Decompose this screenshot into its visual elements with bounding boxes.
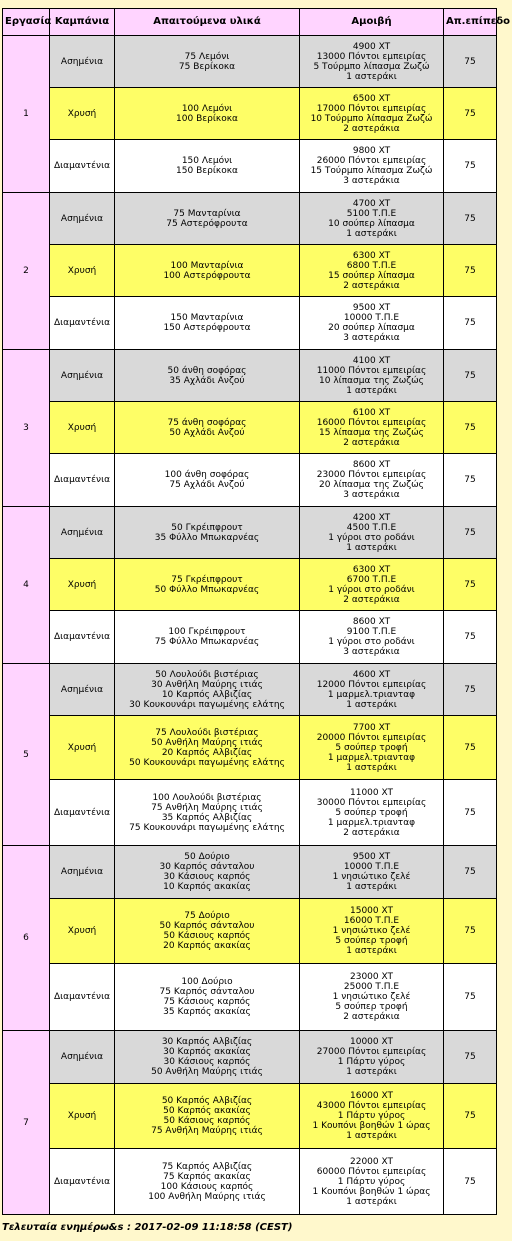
reward-line: 2 αστεράκια bbox=[343, 594, 400, 605]
material-line: 50 Ανθήλη Μαύρης ιτιάς bbox=[151, 737, 263, 748]
header-row bbox=[3, 9, 497, 36]
reward-cell bbox=[300, 140, 444, 193]
reward-line: 10 σούπερ λίπασμα bbox=[328, 218, 415, 229]
reward-cell bbox=[300, 846, 444, 899]
materials-cell bbox=[115, 611, 300, 664]
reward-line: 1 αστεράκι bbox=[346, 1196, 397, 1207]
last-updated-text: Τελευταία ενημέρω&s : 2017-02-09 11:18:58 (CEST) bbox=[2, 1222, 293, 1233]
campaign-cell: Διαμαντένια bbox=[50, 611, 115, 664]
reward-line: 16000 Πόντοι εμπειρίας bbox=[316, 417, 427, 428]
reward-line: 60000 Πόντοι εμπειρίας bbox=[316, 1166, 427, 1177]
reward-line: 3 αστεράκια bbox=[343, 647, 400, 657]
level-cell: 75 bbox=[444, 664, 497, 716]
reward-line: 4200 XT bbox=[352, 512, 391, 523]
campaign-cell: Χρυσή bbox=[50, 245, 115, 297]
reward-cell bbox=[300, 402, 444, 454]
reward-cell bbox=[300, 899, 444, 964]
campaign-cell: Ασημένια bbox=[50, 193, 115, 245]
reward-cell bbox=[300, 88, 444, 140]
material-line: 30 Ανθήλη Μαύρης ιτιάς bbox=[151, 679, 263, 690]
level-cell: 75 bbox=[444, 846, 497, 899]
level-cell: 75 bbox=[444, 899, 497, 964]
level-cell: 75 bbox=[444, 1031, 497, 1084]
reward-line: 23000 XT bbox=[350, 972, 393, 982]
reward-line: 5 Τούρμπο λίπασμα Ζωζώ bbox=[313, 61, 430, 72]
reward-line: 20 λίπασμα της Ζωζώς bbox=[319, 480, 424, 490]
reward-line: 20000 Πόντοι εμπειρίας bbox=[316, 732, 427, 743]
reward-line: 5 σούπερ τροφή bbox=[335, 742, 408, 753]
material-line: 50 Λουλούδι βιστέριας bbox=[155, 669, 259, 680]
material-line: 75 Φύλλο Μπωκαρνέας bbox=[154, 637, 260, 647]
table-row bbox=[3, 140, 497, 193]
table-row bbox=[3, 36, 497, 88]
material-line: 75 Αχλάδι Ανζού bbox=[169, 480, 245, 490]
reward-line: 10000 XT bbox=[350, 1037, 393, 1047]
campaign-cell: Διαμαντένια bbox=[50, 454, 115, 507]
reward-line: 8600 XT bbox=[352, 617, 391, 627]
reward-cell bbox=[300, 664, 444, 716]
material-line: 100 Λεμόνι bbox=[181, 103, 233, 114]
reward-line: 4100 XT bbox=[352, 355, 391, 366]
level-cell: 75 bbox=[444, 454, 497, 507]
material-line: 50 Αχλάδι Ανζού bbox=[169, 427, 245, 438]
reward-cell bbox=[300, 350, 444, 402]
materials-cell bbox=[115, 1031, 300, 1084]
reward-line: 6800 Τ.Π.Ε bbox=[346, 260, 397, 271]
quest-table-body bbox=[3, 36, 497, 1215]
campaign-cell: Διαμαντένια bbox=[50, 140, 115, 193]
materials-cell bbox=[115, 193, 300, 245]
reward-line: 25000 Τ.Π.Ε bbox=[343, 982, 400, 992]
materials-cell bbox=[115, 559, 300, 611]
material-line: 100 Δούριο bbox=[181, 977, 233, 987]
reward-line: 4500 Τ.Π.Ε bbox=[346, 522, 397, 533]
reward-line: 10 Τούρμπο λίπασμα Ζωζώ bbox=[310, 113, 433, 124]
header-level: Απ.επίπεδο bbox=[444, 9, 497, 36]
material-line: 75 Μανταρίνια bbox=[173, 208, 241, 219]
level-cell: 75 bbox=[444, 780, 497, 846]
reward-cell bbox=[300, 716, 444, 780]
level-cell: 75 bbox=[444, 193, 497, 245]
material-line: 75 Καρπός σάνταλου bbox=[159, 987, 255, 997]
reward-line: 7700 XT bbox=[352, 722, 391, 733]
reward-line: 1 μαρμελ.τριανταφ bbox=[327, 817, 416, 828]
reward-cell bbox=[300, 611, 444, 664]
table-row bbox=[3, 964, 497, 1031]
table-row bbox=[3, 716, 497, 780]
material-line: 150 Λεμόνι bbox=[181, 156, 233, 166]
reward-line: 1 γύροι στο ροδάνι bbox=[328, 532, 415, 543]
material-line: 50 Ανθήλη Μαύρης ιτιάς bbox=[151, 1067, 263, 1077]
level-cell: 75 bbox=[444, 1084, 497, 1149]
reward-line: 15 Τούρμπο λίπασμα Ζωζώ bbox=[310, 166, 433, 176]
materials-cell bbox=[115, 350, 300, 402]
reward-line: 16000 XT bbox=[350, 1091, 393, 1101]
material-line: 30 Καρπός ακακίας bbox=[163, 1047, 251, 1057]
reward-line: 2 αστεράκια bbox=[343, 437, 400, 448]
reward-line: 1 αστεράκι bbox=[346, 882, 397, 892]
reward-line: 1 γύροι στο ροδάνι bbox=[328, 584, 415, 595]
task-number: 6 bbox=[3, 846, 50, 1031]
level-cell: 75 bbox=[444, 297, 497, 350]
reward-cell bbox=[300, 193, 444, 245]
material-line: 75 Δούριο bbox=[184, 911, 230, 921]
materials-cell bbox=[115, 245, 300, 297]
reward-line: 22000 XT bbox=[350, 1156, 393, 1167]
header-campaign: Καμπάνια bbox=[50, 9, 115, 36]
table-row bbox=[3, 350, 497, 402]
materials-cell bbox=[115, 846, 300, 899]
reward-line: 6700 Τ.Π.Ε bbox=[346, 574, 397, 585]
material-line: 50 Καρπός Αλβιζίας bbox=[161, 1096, 253, 1106]
table-row bbox=[3, 1149, 497, 1215]
table-row bbox=[3, 402, 497, 454]
reward-cell bbox=[300, 780, 444, 846]
campaign-cell: Χρυσή bbox=[50, 899, 115, 964]
material-line: 30 Καρπός Αλβιζίας bbox=[161, 1037, 253, 1047]
header-materials: Απαιτούμενα υλικά bbox=[115, 9, 300, 36]
campaign-cell: Χρυσή bbox=[50, 716, 115, 780]
reward-line: 1 Κουπόνι βοηθών 1 ώρας bbox=[312, 1121, 431, 1131]
material-line: 75 Ανθήλη Μαύρης ιτιάς bbox=[151, 802, 263, 813]
table-row bbox=[3, 245, 497, 297]
reward-line: 5 σούπερ τροφή bbox=[335, 807, 408, 818]
material-line: 100 Κάσιους καρπός bbox=[160, 1181, 254, 1192]
level-cell: 75 bbox=[444, 36, 497, 88]
material-line: 150 Αστερόφρουτα bbox=[163, 323, 251, 333]
reward-line: 1 νησιώτικο ζελέ bbox=[332, 926, 411, 936]
campaign-cell: Χρυσή bbox=[50, 88, 115, 140]
material-line: 35 Καρπός ακακίας bbox=[163, 1007, 251, 1017]
campaign-cell: Ασημένια bbox=[50, 350, 115, 402]
material-line: 75 Βερίκοκα bbox=[178, 61, 236, 72]
level-cell: 75 bbox=[444, 140, 497, 193]
material-line: 150 Βερίκοκα bbox=[176, 166, 238, 176]
campaign-cell: Ασημένια bbox=[50, 36, 115, 88]
campaign-cell: Ασημένια bbox=[50, 846, 115, 899]
material-line: 100 άνθη σοφόρας bbox=[164, 470, 250, 480]
reward-line: 2 αστεράκια bbox=[343, 280, 400, 291]
header-reward: Αμοιβή bbox=[300, 9, 444, 36]
reward-line: 1 Πάρτυ γύρος bbox=[337, 1057, 406, 1067]
reward-line: 1 αστεράκι bbox=[346, 71, 397, 82]
reward-line: 10000 Τ.Π.Ε bbox=[343, 862, 400, 872]
level-cell: 75 bbox=[444, 559, 497, 611]
material-line: 150 Μανταρίνια bbox=[170, 313, 244, 323]
table-row bbox=[3, 611, 497, 664]
materials-cell bbox=[115, 1084, 300, 1149]
reward-line: 15 σούπερ λίπασμα bbox=[328, 270, 415, 281]
task-number: 7 bbox=[3, 1031, 50, 1215]
reward-line: 1 αστεράκι bbox=[346, 1067, 397, 1077]
material-line: 30 Κάσιους καρπός bbox=[163, 872, 251, 882]
materials-cell bbox=[115, 899, 300, 964]
campaign-cell: Διαμαντένια bbox=[50, 964, 115, 1031]
reward-line: 4900 XT bbox=[352, 41, 391, 52]
reward-line: 5 σούπερ τροφή bbox=[335, 936, 408, 946]
reward-line: 1 αστεράκι bbox=[346, 762, 397, 773]
reward-line: 1 γύροι στο ροδάνι bbox=[328, 637, 415, 647]
materials-cell bbox=[115, 88, 300, 140]
reward-line: 4700 XT bbox=[352, 198, 391, 209]
table-row bbox=[3, 193, 497, 245]
reward-line: 12000 Πόντοι εμπειρίας bbox=[316, 679, 427, 690]
reward-line: 9500 XT bbox=[352, 852, 391, 862]
material-line: 50 Φύλλο Μπωκαρνέας bbox=[154, 584, 260, 595]
reward-line: 9500 XT bbox=[352, 303, 391, 313]
reward-line: 3 αστεράκια bbox=[343, 490, 400, 500]
task-number: 4 bbox=[3, 507, 50, 664]
level-cell: 75 bbox=[444, 716, 497, 780]
material-line: 75 Λεμόνι bbox=[184, 51, 230, 62]
material-line: 75 Γκρέιπφρουτ bbox=[171, 574, 243, 585]
material-line: 50 άνθη σοφόρας bbox=[167, 365, 247, 376]
reward-line: 6300 XT bbox=[352, 564, 391, 575]
reward-line: 1 αστεράκι bbox=[346, 228, 397, 239]
material-line: 50 Δούριο bbox=[184, 852, 230, 862]
reward-line: 4600 XT bbox=[352, 669, 391, 680]
materials-cell bbox=[115, 964, 300, 1031]
level-cell: 75 bbox=[444, 402, 497, 454]
campaign-cell: Ασημένια bbox=[50, 507, 115, 559]
campaign-cell: Ασημένια bbox=[50, 664, 115, 716]
material-line: 20 Καρπός Αλβιζίας bbox=[161, 747, 253, 758]
reward-line: 1 αστεράκι bbox=[346, 385, 397, 396]
materials-cell bbox=[115, 716, 300, 780]
reward-line: 10000 Τ.Π.Ε bbox=[343, 313, 400, 323]
table-row bbox=[3, 559, 497, 611]
reward-line: 1 μαρμελ.τριανταφ bbox=[327, 752, 416, 763]
material-line: 100 Ανθήλη Μαύρης ιτιάς bbox=[148, 1191, 266, 1202]
level-cell: 75 bbox=[444, 507, 497, 559]
reward-cell bbox=[300, 1031, 444, 1084]
reward-line: 15000 XT bbox=[350, 906, 393, 916]
reward-line: 9100 Τ.Π.Ε bbox=[346, 627, 397, 637]
reward-line: 30000 Πόντοι εμπειρίας bbox=[316, 797, 427, 808]
material-line: 75 Κάσιους καρπός bbox=[163, 997, 251, 1007]
material-line: 100 Λουλούδι βιστέριας bbox=[152, 792, 262, 803]
quest-table bbox=[2, 8, 511, 1215]
level-cell: 75 bbox=[444, 245, 497, 297]
reward-cell bbox=[300, 559, 444, 611]
campaign-cell: Διαμαντένια bbox=[50, 1149, 115, 1215]
table-row bbox=[3, 846, 497, 899]
reward-cell bbox=[300, 454, 444, 507]
materials-cell bbox=[115, 402, 300, 454]
material-line: 50 Κουκουνάρι παγωμένης ελάτης bbox=[129, 757, 285, 768]
table-row bbox=[3, 780, 497, 846]
reward-cell bbox=[300, 1149, 444, 1215]
reward-line: 1 Πάρτυ γύρος bbox=[337, 1111, 406, 1121]
reward-line: 9800 XT bbox=[352, 146, 391, 156]
reward-line: 3 αστεράκια bbox=[343, 333, 400, 343]
reward-cell bbox=[300, 297, 444, 350]
reward-line: 1 Κουπόνι βοηθών 1 ώρας bbox=[312, 1186, 431, 1197]
reward-line: 10 λίπασμα της Ζωζώς bbox=[319, 375, 424, 386]
reward-line: 6100 XT bbox=[352, 407, 391, 418]
materials-cell bbox=[115, 140, 300, 193]
table-row bbox=[3, 899, 497, 964]
reward-line: 1 αστεράκι bbox=[346, 699, 397, 710]
campaign-cell: Διαμαντένια bbox=[50, 780, 115, 846]
material-line: 10 Καρπός ακακίας bbox=[163, 882, 251, 892]
reward-line: 2 αστεράκια bbox=[343, 827, 400, 838]
reward-line: 5100 Τ.Π.Ε bbox=[346, 208, 397, 219]
material-line: 10 Καρπός Αλβιζίας bbox=[161, 689, 253, 700]
material-line: 75 Κουκουνάρι παγωμένης ελάτης bbox=[129, 822, 285, 833]
material-line: 35 Αχλάδι Ανζού bbox=[169, 375, 245, 386]
materials-cell bbox=[115, 36, 300, 88]
reward-line: 1 νησιώτικο ζελέ bbox=[332, 872, 411, 882]
reward-line: 1 Πάρτυ γύρος bbox=[337, 1176, 406, 1187]
materials-cell bbox=[115, 1149, 300, 1215]
reward-line: 17000 Πόντοι εμπειρίας bbox=[316, 103, 427, 114]
reward-line: 6300 XT bbox=[352, 250, 391, 261]
reward-cell bbox=[300, 507, 444, 559]
reward-line: 23000 Πόντοι εμπειρίας bbox=[316, 470, 427, 480]
material-line: 30 Καρπός σάνταλου bbox=[159, 862, 255, 872]
table-row bbox=[3, 454, 497, 507]
material-line: 50 Καρπός ακακίας bbox=[163, 1106, 251, 1116]
material-line: 100 Αστερόφρουτα bbox=[163, 270, 251, 281]
level-cell: 75 bbox=[444, 611, 497, 664]
table-row bbox=[3, 1084, 497, 1149]
material-line: 75 άνθη σοφόρας bbox=[167, 417, 247, 428]
materials-cell bbox=[115, 664, 300, 716]
reward-line: 20 σούπερ λίπασμα bbox=[328, 323, 415, 333]
material-line: 50 Κάσιους καρπός bbox=[163, 931, 251, 941]
reward-line: 1 αστεράκι bbox=[346, 542, 397, 553]
table-row bbox=[3, 1031, 497, 1084]
reward-line: 1 μαρμελ.τριανταφ bbox=[327, 689, 416, 700]
campaign-cell: Ασημένια bbox=[50, 1031, 115, 1084]
reward-line: 13000 Πόντοι εμπειρίας bbox=[316, 51, 427, 62]
reward-line: 2 αστεράκια bbox=[343, 1012, 400, 1022]
reward-line: 5 σούπερ τροφή bbox=[335, 1002, 408, 1012]
reward-line: 1 αστεράκι bbox=[346, 946, 397, 956]
material-line: 75 Καρπός ακακίας bbox=[163, 1171, 251, 1182]
level-cell: 75 bbox=[444, 88, 497, 140]
reward-line: 26000 Πόντοι εμπειρίας bbox=[316, 156, 427, 166]
material-line: 30 Κουκουνάρι παγωμένης ελάτης bbox=[129, 699, 285, 710]
table-row bbox=[3, 88, 497, 140]
header-task: Εργασία bbox=[3, 9, 50, 36]
material-line: 75 Καρπός Αλβιζίας bbox=[161, 1161, 253, 1172]
material-line: 50 Γκρέιπφρουτ bbox=[171, 522, 243, 533]
table-row bbox=[3, 664, 497, 716]
material-line: 35 Φύλλο Μπωκαρνέας bbox=[154, 532, 260, 543]
materials-cell bbox=[115, 507, 300, 559]
materials-cell bbox=[115, 780, 300, 846]
reward-cell bbox=[300, 964, 444, 1031]
material-line: 20 Καρπός ακακίας bbox=[163, 941, 251, 951]
campaign-cell: Χρυσή bbox=[50, 559, 115, 611]
reward-line: 16000 Τ.Π.Ε bbox=[343, 916, 400, 926]
table-row bbox=[3, 297, 497, 350]
reward-line: 3 αστεράκια bbox=[343, 176, 400, 186]
campaign-cell: Χρυσή bbox=[50, 1084, 115, 1149]
reward-line: 27000 Πόντοι εμπειρίας bbox=[316, 1047, 427, 1057]
reward-line: 15 λίπασμα της Ζωζώς bbox=[319, 427, 424, 438]
level-cell: 75 bbox=[444, 964, 497, 1031]
reward-line: 2 αστεράκια bbox=[343, 123, 400, 134]
table-row bbox=[3, 507, 497, 559]
reward-cell bbox=[300, 36, 444, 88]
task-number: 3 bbox=[3, 350, 50, 507]
reward-line: 1 νησιώτικο ζελέ bbox=[332, 992, 411, 1002]
material-line: 35 Καρπός Αλβιζίας bbox=[161, 812, 253, 823]
reward-line: 11000 Πόντοι εμπειρίας bbox=[316, 365, 427, 376]
material-line: 75 Ανθήλη Μαύρης ιτιάς bbox=[151, 1126, 263, 1136]
task-number: 2 bbox=[3, 193, 50, 350]
material-line: 50 Κάσιους καρπός bbox=[163, 1116, 251, 1126]
material-line: 75 Αστερόφρουτα bbox=[166, 218, 248, 229]
reward-cell bbox=[300, 245, 444, 297]
campaign-cell: Διαμαντένια bbox=[50, 297, 115, 350]
task-number: 1 bbox=[3, 36, 50, 193]
material-line: 75 Λουλούδι βιστέριας bbox=[155, 727, 259, 738]
task-number: 5 bbox=[3, 664, 50, 846]
material-line: 30 Κάσιους καρπός bbox=[163, 1057, 251, 1067]
level-cell: 75 bbox=[444, 1149, 497, 1215]
materials-cell bbox=[115, 297, 300, 350]
material-line: 100 Μανταρίνια bbox=[170, 260, 244, 271]
material-line: 100 Βερίκοκα bbox=[176, 113, 238, 124]
campaign-cell: Χρυσή bbox=[50, 402, 115, 454]
materials-cell bbox=[115, 454, 300, 507]
level-cell: 75 bbox=[444, 350, 497, 402]
reward-line: 1 αστεράκι bbox=[346, 1131, 397, 1141]
reward-line: 6500 XT bbox=[352, 93, 391, 104]
reward-cell bbox=[300, 1084, 444, 1149]
reward-line: 8600 XT bbox=[352, 460, 391, 470]
material-line: 100 Γκρέιπφρουτ bbox=[168, 627, 246, 637]
reward-line: 11000 XT bbox=[350, 787, 393, 798]
material-line: 50 Καρπός σάνταλου bbox=[159, 921, 255, 931]
reward-line: 43000 Πόντοι εμπειρίας bbox=[316, 1101, 427, 1111]
